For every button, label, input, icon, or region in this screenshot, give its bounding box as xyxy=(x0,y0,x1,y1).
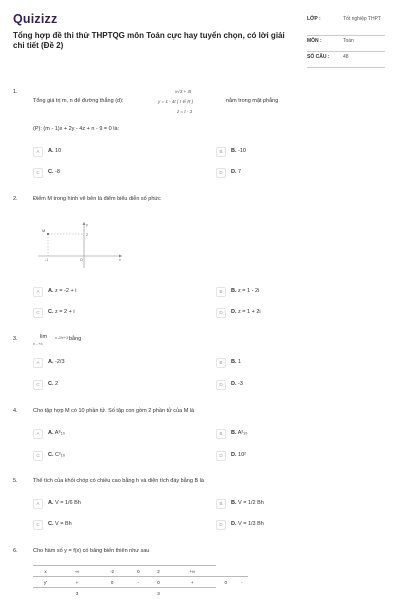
x-tick-label: -1 xyxy=(45,258,49,262)
table-cell: - xyxy=(128,577,148,588)
meta-count-row xyxy=(307,52,385,68)
option-letter: D xyxy=(216,520,226,530)
question-text-line2: (P): (m - 1)x + 2y - 4z + n - 9 = 0 là: xyxy=(33,126,120,132)
option-text: C. V = Bh xyxy=(48,521,72,527)
table-cell xyxy=(33,588,58,599)
option-text: D. 7 xyxy=(231,169,242,175)
option-text: D. V = 1/3 Bh xyxy=(231,521,264,527)
point-m xyxy=(47,233,49,235)
y-axis-label: y xyxy=(86,223,88,227)
table-cell xyxy=(128,588,148,599)
option-text: A. V = 1/6 Bh xyxy=(48,500,81,506)
option-text: B. V = 1/2 Bh xyxy=(231,500,264,506)
option-text: B. z = 1 - 2i xyxy=(231,288,260,294)
option-letter: D xyxy=(216,451,226,461)
question-number: 5. xyxy=(13,478,18,484)
table-cell: 0 xyxy=(96,577,128,588)
class-value: Tốt nghiệp THPT xyxy=(343,16,381,22)
table-cell: -∞ xyxy=(58,566,96,577)
option-letter: C xyxy=(33,308,43,318)
option-text: D. -3 xyxy=(231,381,243,387)
option-letter: B xyxy=(216,287,226,297)
option-text: A. A⁸₁₀ xyxy=(48,430,65,436)
question-text: Cho tập hợp M có 10 phần tử. Số tập con gồm 2 phần tử của M là xyxy=(33,408,195,414)
document-title: Tổng hợp đề thi thử THPTQG môn Toán cực hay tuyển chọn, có lời giải chi tiết (Đề 2) xyxy=(13,31,285,50)
table-row-function xyxy=(33,588,248,599)
table-cell: + xyxy=(169,577,216,588)
option-letter: B xyxy=(216,358,226,368)
question-text-end: bằng xyxy=(69,336,82,342)
option-letter: D xyxy=(216,380,226,390)
question-text-end: nằm trong mặt phẳng xyxy=(226,98,279,104)
quizizz-logo: Quizizz xyxy=(13,12,58,26)
question-number: 6. xyxy=(13,548,18,554)
option-letter: C xyxy=(33,168,43,178)
table-row-derivative xyxy=(33,577,248,588)
option-text: D. z = 1 + 2i xyxy=(231,309,261,315)
table-cell xyxy=(96,588,128,599)
option-text: C. 2 xyxy=(48,381,59,387)
count-label: SỐ CÂU : xyxy=(307,54,330,60)
option-letter: A xyxy=(33,358,43,368)
option-letter: C xyxy=(33,380,43,390)
origin-label: O xyxy=(80,258,83,262)
option-letter: C xyxy=(33,520,43,530)
table-cell xyxy=(169,588,216,599)
complex-plane-graph xyxy=(36,220,124,270)
option-letter: D xyxy=(216,308,226,318)
option-letter: B xyxy=(216,429,226,439)
equation-top: x√3 + 4t xyxy=(175,89,192,94)
option-letter: A xyxy=(33,499,43,509)
question-number: 1. xyxy=(13,89,18,95)
meta-box xyxy=(307,14,385,68)
point-m-label: M xyxy=(42,228,46,233)
option-letter: A xyxy=(33,287,43,297)
question-number: 4. xyxy=(13,408,18,414)
table-cell: 0 xyxy=(148,577,168,588)
option-text: A. z = -2 + i xyxy=(48,288,77,294)
subject-value: Toán xyxy=(343,38,354,44)
table-cell: 0 xyxy=(128,566,148,577)
question-text: Tổng giá trị m, n để đường thẳng (d): xyxy=(33,98,124,104)
subject-label: MÔN : xyxy=(307,38,322,44)
limit-fraction: x-2/x+3 xyxy=(55,335,69,340)
table-cell: 2 xyxy=(148,566,168,577)
option-text: C. z = 2 + i xyxy=(48,309,75,315)
option-letter: C xyxy=(33,451,43,461)
table-cell: x xyxy=(33,566,58,577)
table-cell: 3 xyxy=(148,588,168,599)
class-label: LỚP : xyxy=(307,16,321,22)
question-text: Cho hàm số y = f(x) có bảng biến thiên như sau xyxy=(33,548,150,554)
question-number: 2. xyxy=(13,196,18,202)
equation-bottom: z = t - 3 xyxy=(177,109,193,114)
option-letter: A xyxy=(33,147,43,157)
option-text: B. -10 xyxy=(231,148,246,154)
table-cell: -2 xyxy=(96,566,128,577)
option-text: A. -2/3 xyxy=(48,359,65,365)
table-cell: +∞ xyxy=(169,566,216,577)
option-text: C. C²₁₀ xyxy=(48,452,65,458)
question-number: 3. xyxy=(13,336,18,342)
option-letter: B xyxy=(216,147,226,157)
x-axis-label: x xyxy=(119,258,121,262)
table-cell: 3 xyxy=(58,588,96,599)
option-text: B. 1 xyxy=(231,359,242,365)
table-cell: 0 xyxy=(216,577,236,588)
limit-symbol: lim xyxy=(40,334,48,340)
option-text: D. 10² xyxy=(231,452,246,458)
option-text: B. A²₁₀ xyxy=(231,430,248,436)
option-text: A. 10 xyxy=(48,148,62,154)
table-cell: + xyxy=(58,577,96,588)
table-cell: - xyxy=(236,577,248,588)
count-value: 48 xyxy=(343,54,349,60)
variation-table xyxy=(33,565,248,598)
y-tick-label: 2 xyxy=(86,233,88,237)
question-text: Điểm M trong hình vẽ bên là điểm biểu diễn số phức xyxy=(33,196,161,202)
equation-middle: y = 1 - 4t ( t ∈ R ) xyxy=(158,99,194,104)
meta-class-row xyxy=(307,14,385,36)
option-text: C. -8 xyxy=(48,169,60,175)
option-letter: B xyxy=(216,499,226,509)
table-row-x xyxy=(33,566,248,577)
limit-subscript: x→+∞ xyxy=(33,342,43,346)
question-text: Thể tích của khối chóp có chiều cao bằng h và diện tích đáy bằng B là xyxy=(33,478,204,484)
meta-subject-row xyxy=(307,36,385,52)
table-cell: y' xyxy=(33,577,58,588)
option-letter: A xyxy=(33,429,43,439)
option-letter: D xyxy=(216,168,226,178)
